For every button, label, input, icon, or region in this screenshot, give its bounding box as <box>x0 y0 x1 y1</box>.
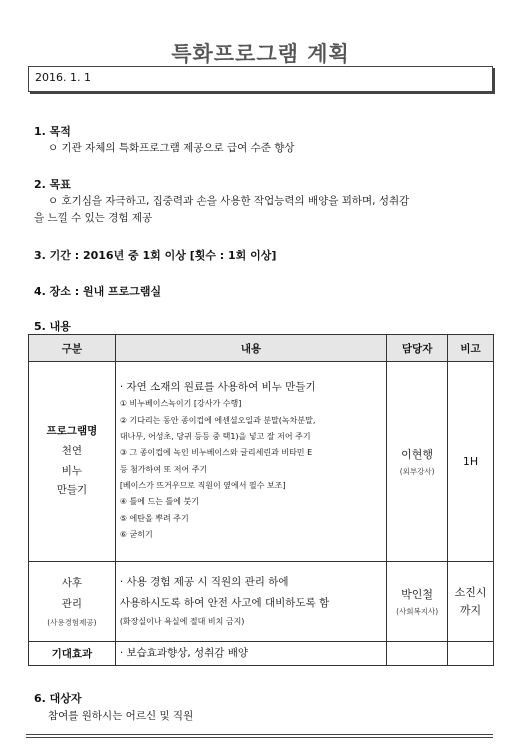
program-name-line: 천연 <box>61 444 83 457</box>
aftercare-note-line: 까지 <box>459 603 482 617</box>
header-manager: 담당자 <box>387 335 448 362</box>
section-1-text: ㅇ 기관 자체의 특화프로그램 제공으로 급여 수준 향상 <box>48 142 295 154</box>
header-note: 비고 <box>448 335 494 362</box>
aftercare-manager-cell <box>387 562 448 642</box>
header-content: 내용 <box>115 335 386 362</box>
section-6-heading: 6. 대상자 <box>34 692 82 705</box>
section-2-heading: 2. 목표 <box>34 178 71 191</box>
program-step: ③ 그 종이컵에 녹인 비누베이스와 글리세린과 비타민 E <box>119 448 313 458</box>
aftercare-line1: · 사용 경험 제공 시 직원의 관리 하에 <box>119 576 289 589</box>
effect-note-cell <box>448 642 494 666</box>
program-table <box>28 334 494 666</box>
program-name-label: 프로그램명 <box>46 424 98 437</box>
section-5-heading: 5. 내용 <box>34 320 71 333</box>
aftercare-note-cell <box>448 562 494 642</box>
aftercare-note-line: 소진시 <box>454 585 487 599</box>
effect-category-cell: 기대효과 <box>29 642 116 666</box>
program-name-line: 만들기 <box>56 484 88 497</box>
aftercare-label-line: 사후 <box>61 577 83 589</box>
aftercare-label-line: 관리 <box>61 598 83 610</box>
program-lead-text: · 자연 소재의 원료를 사용하여 비누 만들기 <box>119 381 316 394</box>
section-3: 3. 기간 : 2016년 중 1회 이상 [횟수 : 1회 이상] <box>34 249 277 262</box>
program-name-line: 비누 <box>61 464 83 477</box>
section-6-text: 참여를 원하시는 어르신 및 직원 <box>48 710 194 722</box>
aftercare-category-cell <box>29 562 116 642</box>
bottom-divider <box>26 734 493 735</box>
aftercare-content-cell <box>115 562 386 642</box>
program-step: [베이스가 뜨거우므로 직원이 옆에서 필수 보조] <box>119 481 286 491</box>
program-step: 대나무, 어성초, 당귀 등등 중 택1)을 넣고 잘 저어 주기 <box>119 431 311 441</box>
program-step: 등 첨가하여 또 저어 주기 <box>119 464 208 474</box>
aftercare-line3: (화장실이나 욕실에 절대 비치 금지) <box>119 617 245 627</box>
effect-manager-cell <box>387 642 448 666</box>
program-manager-name: 이현행 <box>401 448 434 461</box>
aftercare-manager-name: 박인철 <box>401 588 434 601</box>
program-step: ⑤ 에탄올 뿌려 주기 <box>119 513 189 523</box>
program-manager-role: (외부강사) <box>399 467 435 476</box>
section-1-heading: 1. 목적 <box>34 125 71 138</box>
program-manager-cell <box>387 362 448 562</box>
bottom-divider <box>26 737 493 738</box>
document-title: 특화프로그램 계획 <box>171 42 350 66</box>
aftercare-line2: 사용하시도록 하여 안전 사고에 대비하도록 함 <box>119 597 330 610</box>
section-4: 4. 장소 : 원내 프로그램실 <box>34 285 162 298</box>
program-step: ① 비누베이스녹이기 [강사가 수행] <box>119 399 242 409</box>
effect-content-cell: · 보습효과향상, 성취감 배양 <box>115 642 386 666</box>
aftercare-manager-role: (사회복지사) <box>396 607 439 616</box>
table-row-program <box>29 362 494 562</box>
section-2-text-line1: ㅇ 호기심을 자극하고, 집중력과 손을 사용한 작업능력의 배양을 꾀하며, 성취감 <box>48 195 410 207</box>
table-row-aftercare <box>29 562 494 642</box>
table-header-row <box>29 335 494 362</box>
program-step: ② 기다리는 동안 종이컵에 에센셜오일과 분말(녹차분말, <box>119 415 316 425</box>
aftercare-sub-label: (사용경험제공) <box>47 618 97 627</box>
program-note-cell: 1H <box>448 362 494 562</box>
program-step: ⑥ 굳히기 <box>119 530 153 540</box>
table-row-effect <box>29 642 494 666</box>
document-date: 2016. 1. 1 <box>35 71 91 84</box>
program-content-cell <box>115 362 386 562</box>
header-category: 구분 <box>29 335 116 362</box>
program-category-cell <box>29 362 116 562</box>
date-box <box>28 66 493 92</box>
program-step: ④ 틀에 드는 틀에 붓기 <box>119 497 199 507</box>
section-2-text-line2: 을 느낄 수 있는 경험 제공 <box>34 212 153 224</box>
